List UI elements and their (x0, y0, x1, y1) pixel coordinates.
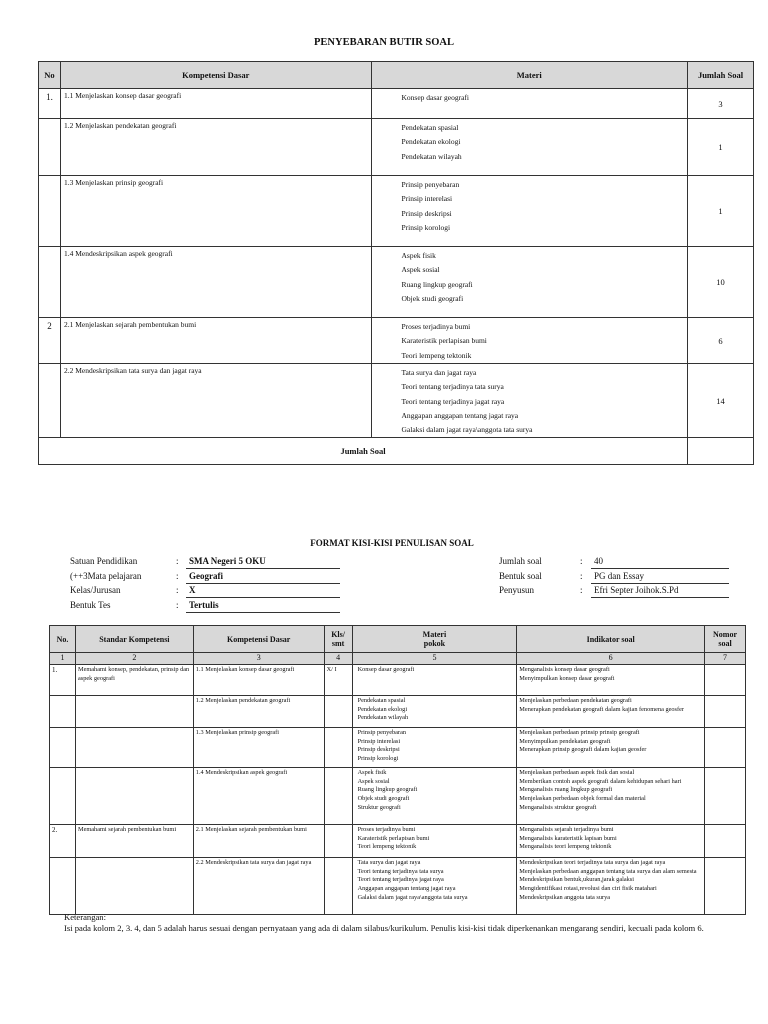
materi-item: Karateristik perlapisan bumi (401, 336, 487, 346)
indikator-item: Mengidentifikasi rotasi,revolusi dan ciri fisik matahari (519, 885, 657, 893)
row-number: 1. (39, 89, 61, 119)
indikator-item: Menganalisis sejarah terjadinya bumi (519, 825, 614, 833)
header-materi-line2: pokok (423, 639, 446, 648)
materi-item: Karateristik perlapisan bumi (357, 834, 430, 842)
materi-pokok-cell (352, 857, 517, 914)
materi-item: Aspek fisik (357, 768, 387, 776)
total-row (39, 438, 754, 465)
nomor-soal-cell (705, 664, 746, 695)
meta-label: Bentuk soal (499, 570, 542, 581)
meta-colon: : (176, 556, 179, 566)
header-kls-line1: Kls/ (331, 630, 345, 639)
meta-colon: : (176, 599, 179, 610)
table-row (39, 176, 754, 247)
materi-cell (371, 364, 688, 438)
materi-item: Pendekatan wilayah (357, 714, 409, 722)
indikator-item: Menjelaskan perbedaan objek formal dan material (519, 795, 646, 803)
materi-item: Teori lempeng tektonik (401, 350, 472, 360)
row-number (39, 364, 61, 438)
materi-item: Teori tentang terjadinya jagat raya (357, 876, 444, 884)
materi-item: Aspek fisik (401, 251, 436, 260)
indikator-item: Menganalisis struktur geografi (519, 803, 597, 811)
kls-smt-cell (324, 824, 352, 857)
meta-row (499, 556, 739, 571)
meta-row (70, 571, 350, 586)
materi-item: Prinsip interelasi (401, 194, 453, 204)
materi-pokok-cell (352, 767, 517, 824)
indikator-item: Menganalisis konsep dasar geografi (519, 665, 610, 673)
meta-label: (++3Mata pelajaran (70, 570, 142, 581)
standar-kompetensi-cell (75, 767, 193, 824)
col-number: 5 (352, 653, 517, 665)
indikator-item: Menyimpulkan pendekatan geografi (519, 737, 611, 745)
materi-item: Prinsip deskripsi (401, 208, 452, 218)
col-number: 1 (50, 653, 76, 665)
header-materi-pokok (352, 626, 517, 653)
header-materi: Materi (371, 62, 688, 89)
header-indikator-soal: Indikator soal (517, 626, 705, 653)
materi-cell (371, 247, 688, 318)
kompetensi-dasar-cell: 1.4 Mendeskripsikan aspek geografi (60, 247, 371, 318)
meta-row (70, 556, 350, 571)
jumlah-soal-cell: 3 (688, 89, 754, 119)
materi-item: Anggapan anggapan tentang jagat raya (401, 410, 519, 420)
kompetensi-dasar-cell: 2.2 Mendeskripsikan tata surya dan jagat raya (60, 364, 371, 438)
materi-pokok-cell (352, 727, 517, 767)
nomor-soal-cell (705, 857, 746, 914)
kompetensi-dasar-cell: 1.4 Mendeskripsikan aspek geografi (193, 767, 324, 824)
standar-kompetensi-cell (75, 727, 193, 767)
materi-item: Aspek sosial (401, 265, 440, 275)
nomor-soal-cell (705, 727, 746, 767)
materi-cell (371, 176, 688, 247)
materi-item: Teori lempeng tektonik (357, 843, 417, 851)
header-kls-smt (324, 626, 352, 653)
col-number: 2 (75, 653, 193, 665)
materi-item: Ruang lingkup geografi (357, 786, 418, 794)
indikator-item: Menganalisis ruang lingkup geografi (519, 786, 613, 794)
col-number: 4 (324, 653, 352, 665)
meta-label: Penyusun (499, 585, 535, 595)
indikator-item: Menjelaskan perbedaan aspek fisik dan sosial (519, 768, 635, 776)
materi-item: Pendekatan spasial (357, 696, 406, 704)
kisi-kisi-title: FORMAT KISI-KISI PENULISAN SOAL (310, 538, 474, 548)
materi-cell (371, 119, 688, 176)
indikator-item: Memberikan contoh aspek geografi dalam kehidupan sehari hari (519, 777, 682, 785)
jumlah-soal-cell: 1 (688, 119, 754, 176)
standar-kompetensi-cell (75, 695, 193, 727)
nomor-soal-cell (705, 695, 746, 727)
standar-kompetensi-cell: Memahami konsep, pendekatan, prinsip dan aspek geografi (75, 664, 193, 695)
keterangan-title: Keterangan: (64, 912, 106, 922)
meta-value: 40 (591, 556, 729, 569)
meta-row (70, 585, 350, 600)
jumlah-soal-cell: 10 (688, 247, 754, 318)
indikator-item: Mendeskripsikan teori terjadinya tata surya dan jagat raya (519, 858, 666, 866)
indikator-item: Menerapkan pendekatan geografi dalam kajian fenomena geosfer (519, 705, 684, 713)
meta-right (499, 556, 739, 600)
keterangan-note (64, 912, 730, 933)
row-number: 2 (39, 318, 61, 364)
row-number (50, 767, 76, 824)
standar-kompetensi-cell (75, 857, 193, 914)
indikator-item: Menjelaskan perbedaan pendekatan geografi (519, 696, 632, 704)
col-number: 3 (193, 653, 324, 665)
kls-smt-cell: X/ I (324, 664, 352, 695)
meta-colon: : (580, 570, 583, 581)
meta-colon: : (176, 570, 179, 581)
indikator-item: Menjelaskan perbedaan prinsip prinsip geografi (519, 728, 640, 736)
meta-label: Kelas/Jurusan (70, 585, 121, 595)
jumlah-soal-cell: 14 (688, 364, 754, 438)
kompetensi-dasar-cell: 2.1 Menjelaskan sejarah pembentukan bumi (60, 318, 371, 364)
materi-item: Pendekatan ekologi (401, 137, 461, 147)
meta-value: X (186, 585, 340, 598)
materi-cell (371, 89, 688, 119)
row-number (50, 695, 76, 727)
keterangan-text: Isi pada kolom 2, 3. 4, dan 5 adalah harus sesuai dengan pernyataan yang ada di dalam silabus/kurikulum. Penulis kisi-kisi tidak diperkenankan mengarang sendiri, kecuali pada kolom 6. (64, 922, 704, 933)
materi-pokok-cell (352, 695, 517, 727)
meta-colon: : (580, 585, 583, 595)
standar-kompetensi-cell: Memahami sejarah pembentukan bumi (75, 824, 193, 857)
header-materi-line1: Materi (422, 630, 447, 639)
row-number (39, 247, 61, 318)
materi-item: Aspek sosial (357, 777, 390, 785)
materi-cell (371, 318, 688, 364)
meta-label: Satuan Pendidikan (70, 556, 138, 566)
indikator-cell (517, 857, 705, 914)
materi-item: Anggapan anggapan tentang jagat raya (357, 885, 456, 893)
table-row (39, 247, 754, 318)
meta-label: Jumlah soal (499, 556, 542, 566)
header-kls-line2: smt (331, 639, 345, 648)
table-header-row (39, 62, 754, 89)
materi-item: Tata surya dan jagat raya (357, 858, 421, 866)
jumlah-soal-cell: 6 (688, 318, 754, 364)
materi-item: Proses terjadinya bumi (401, 322, 471, 331)
indikator-cell (517, 767, 705, 824)
kompetensi-dasar-cell: 1.1 Menjelaskan konsep dasar geografi (60, 89, 371, 119)
materi-item: Pendekatan wilayah (401, 151, 462, 161)
indikator-item: Menganalisis teori lempeng tektonik (519, 843, 612, 851)
row-number (50, 857, 76, 914)
row-number (39, 119, 61, 176)
nomor-soal-cell (705, 824, 746, 857)
materi-pokok-cell (352, 824, 517, 857)
header-standar-kompetensi: Standar Kompetensi (75, 626, 193, 653)
header-nomor-soal (705, 626, 746, 653)
indikator-item: Menyimpulkan konsep dasar geografi (519, 674, 615, 682)
indikator-item: Mendeskripsikan anggota tata surya (519, 893, 611, 901)
materi-item: Teori tentang terjadinya tata surya (401, 382, 504, 392)
materi-item: Prinsip korologi (357, 755, 399, 763)
indikator-item: Mendeskripsikan bentuk,ukuran,jarak galaksi (519, 876, 635, 884)
materi-item: Galaksi dalam jagat raya\anggota tata surya (401, 425, 533, 435)
meta-value: Tertulis (186, 600, 340, 613)
indikator-item: Menerapkan prinsip geografi dalam kajian geosfer (519, 746, 647, 754)
table-row (39, 89, 754, 119)
materi-item: Prinsip penyebaran (401, 180, 460, 189)
col-number: 7 (705, 653, 746, 665)
indikator-cell (517, 824, 705, 857)
header-no: No. (50, 626, 76, 653)
table-row (50, 857, 746, 914)
materi-item: Konsep dasar geografi (357, 665, 415, 673)
total-label: Jumlah Soal (39, 438, 688, 465)
table-header-row (50, 626, 746, 653)
kls-smt-cell (324, 857, 352, 914)
table-row (50, 664, 746, 695)
kompetensi-dasar-cell: 1.1 Menjelaskan konsep dasar geografi (193, 664, 324, 695)
meta-value: PG dan Essay (591, 571, 729, 584)
row-number (39, 176, 61, 247)
meta-left (70, 556, 350, 614)
kls-smt-cell (324, 767, 352, 824)
jumlah-soal-cell: 1 (688, 176, 754, 247)
row-number: 2. (50, 824, 76, 857)
materi-item: Struktur geografi (357, 803, 401, 811)
kompetensi-dasar-cell: 1.2 Menjelaskan pendekatan geografi (60, 119, 371, 176)
row-number: 1. (50, 664, 76, 695)
table-row (39, 364, 754, 438)
indikator-item: Menjelaskan perbedaan anggapan tentang tata surya dan alam semesta (519, 867, 697, 875)
kompetensi-dasar-cell: 1.3 Menjelaskan prinsip geografi (60, 176, 371, 247)
materi-item: Objek studi geografi (357, 795, 410, 803)
kls-smt-cell (324, 727, 352, 767)
materi-item: Pendekatan ekologi (357, 705, 408, 713)
materi-item: Pendekatan spasial (401, 123, 459, 132)
materi-item: Tata surya dan jagat raya (401, 368, 477, 377)
column-number-row (50, 653, 746, 665)
kompetensi-dasar-cell: 2.2 Mendeskripsikan tata surya dan jagat raya (193, 857, 324, 914)
indikator-cell (517, 695, 705, 727)
materi-item: Proses terjadinya bumi (357, 825, 416, 833)
materi-item: Prinsip interelasi (357, 737, 401, 745)
table-row (50, 727, 746, 767)
materi-item: Prinsip deskripsi (357, 746, 400, 754)
header-nomor-line2: soal (718, 639, 732, 648)
materi-item: Galaksi dalam jagat raya\anggota tata surya (357, 893, 468, 901)
nomor-soal-cell (705, 767, 746, 824)
materi-item: Prinsip penyebaran (357, 728, 407, 736)
meta-value: Efri Septer Joihok.S.Pd (591, 585, 729, 598)
meta-row (499, 571, 739, 586)
header-jumlah-soal: Jumlah Soal (688, 62, 754, 89)
butir-soal-table (38, 61, 754, 465)
materi-item: Konsep dasar geografi (401, 93, 469, 102)
table-row (50, 824, 746, 857)
table-row (50, 695, 746, 727)
indikator-item: Menganalisis karateristik lapisan bumi (519, 834, 617, 842)
meta-value: Geografi (186, 571, 340, 584)
kompetensi-dasar-cell: 2.1 Menjelaskan sejarah pembentukan bumi (193, 824, 324, 857)
table-row (50, 767, 746, 824)
materi-item: Prinsip korologi (401, 222, 451, 232)
kompetensi-dasar-cell: 1.3 Menjelaskan prinsip geografi (193, 727, 324, 767)
col-number: 6 (517, 653, 705, 665)
header-kompetensi-dasar: Kompetensi Dasar (60, 62, 371, 89)
kompetensi-dasar-cell: 1.2 Menjelaskan pendekatan geografi (193, 695, 324, 727)
materi-pokok-cell (352, 664, 517, 695)
page-title: PENYEBARAN BUTIR SOAL (313, 37, 455, 48)
meta-row (70, 600, 350, 615)
kisi-kisi-table (49, 625, 746, 915)
row-number (50, 727, 76, 767)
materi-item: Ruang lingkup geografi (401, 279, 473, 289)
materi-item: Teori tentang terjadinya jagat raya (401, 396, 505, 406)
header-no: No (39, 62, 61, 89)
meta-value: SMA Negeri 5 OKU (186, 556, 340, 569)
table-row (39, 318, 754, 364)
table-row (39, 119, 754, 176)
header-kompetensi-dasar: Kompetensi Dasar (193, 626, 324, 653)
meta-colon: : (176, 585, 179, 595)
meta-colon: : (580, 556, 583, 566)
header-nomor-line1: Nomor (713, 630, 737, 639)
meta-label: Bentuk Tes (70, 599, 111, 610)
kls-smt-cell (324, 695, 352, 727)
total-value (688, 438, 754, 465)
indikator-cell (517, 664, 705, 695)
meta-row (499, 585, 739, 600)
indikator-cell (517, 727, 705, 767)
materi-item: Teori tentang terjadinya tata surya (357, 867, 444, 875)
materi-item: Objek studi geografi (401, 293, 464, 303)
